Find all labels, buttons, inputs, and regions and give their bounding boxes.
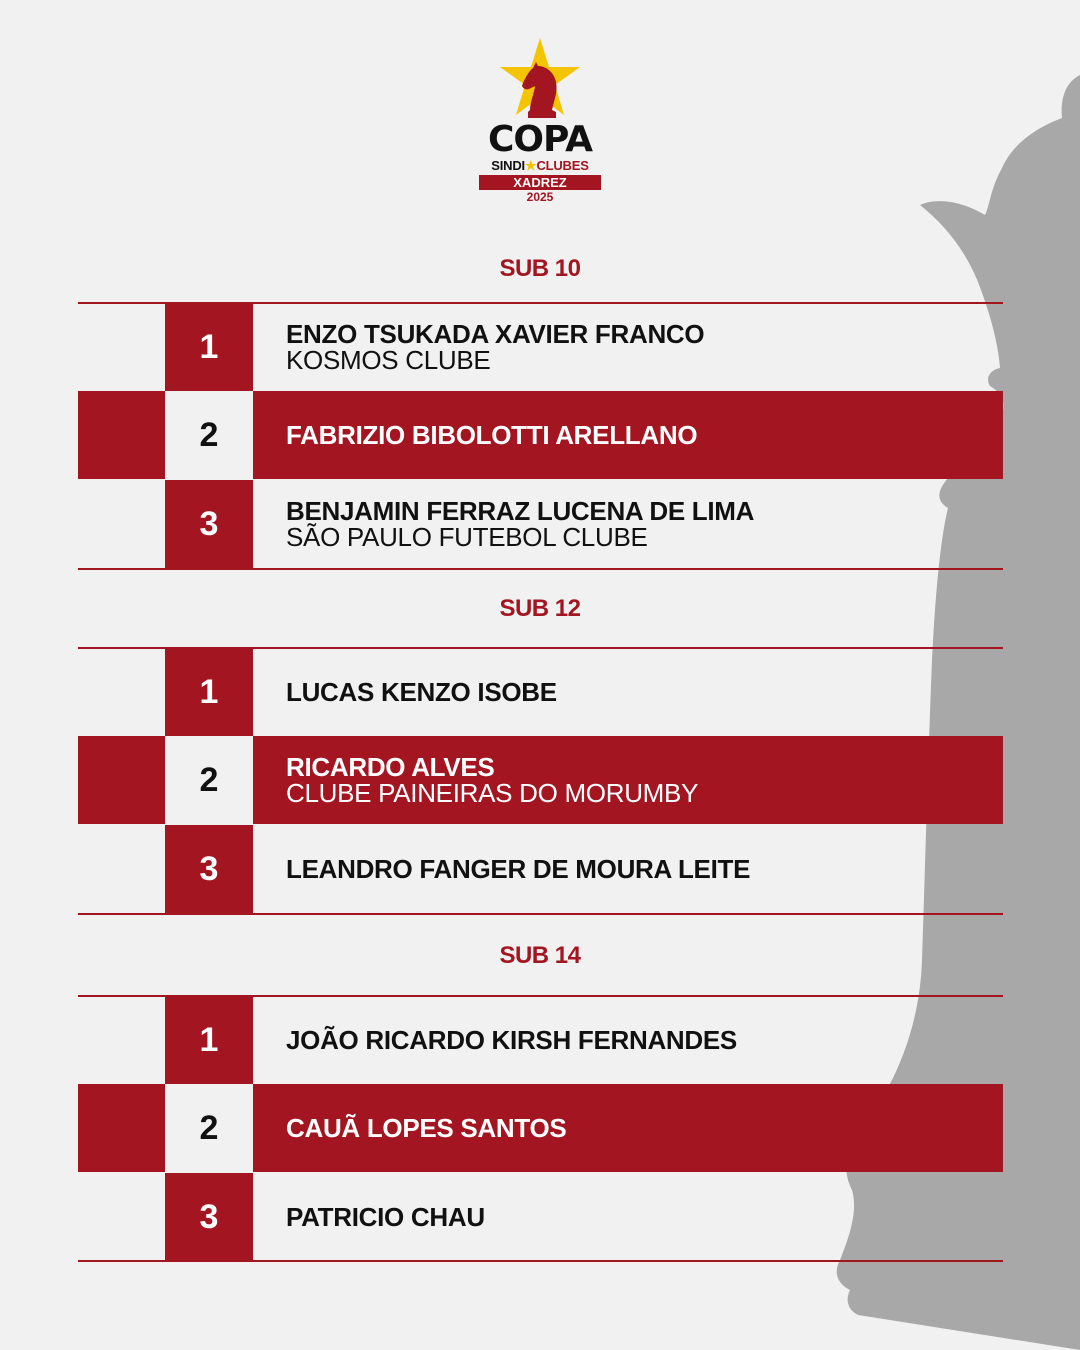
player-info — [286, 825, 750, 913]
position-badge: 2 — [165, 391, 253, 479]
player-info — [286, 391, 697, 479]
logo-sub-left: SINDI — [491, 158, 525, 173]
player-info — [286, 1084, 566, 1172]
position-badge: 1 — [165, 648, 253, 736]
divider — [78, 913, 1003, 915]
ranking-row — [78, 996, 1003, 1084]
position-badge: 3 — [165, 480, 253, 568]
ranking-row — [78, 648, 1003, 736]
position-badge: 1 — [165, 303, 253, 391]
player-name: PATRICIO CHAU — [286, 1202, 485, 1232]
category-title: SUB 14 — [499, 942, 581, 969]
player-name: CAUÃ LOPES SANTOS — [286, 1113, 567, 1143]
ranking-row — [78, 303, 1003, 391]
player-info — [286, 1173, 485, 1261]
player-club: SÃO PAULO FUTEBOL CLUBE — [286, 522, 648, 552]
player-name: LUCAS KENZO ISOBE — [286, 677, 557, 707]
player-name: FABRIZIO BIBOLOTTI ARELLANO — [286, 420, 698, 450]
player-club: KOSMOS CLUBE — [286, 345, 491, 375]
player-info — [286, 303, 704, 391]
logo-year: 2025 — [526, 190, 554, 204]
player-info — [286, 480, 754, 568]
player-name: JOÃO RICARDO KIRSH FERNANDES — [286, 1025, 737, 1055]
logo-title: COPA — [488, 119, 592, 160]
ranking-row — [78, 825, 1003, 913]
small-star-icon: ★ — [524, 158, 537, 173]
position-badge: 1 — [165, 996, 253, 1084]
category-title: SUB 10 — [499, 255, 581, 282]
player-info — [286, 996, 737, 1084]
ranking-row — [78, 1173, 1003, 1261]
ranking-row — [78, 391, 1003, 479]
ranking-row — [78, 736, 1003, 824]
player-name: ENZO TSUKADA XAVIER FRANCO — [286, 319, 705, 349]
player-name: BENJAMIN FERRAZ LUCENA DE LIMA — [286, 496, 755, 526]
logo-bar: XADREZ — [479, 175, 601, 190]
player-club: CLUBE PAINEIRAS DO MORUMBY — [286, 778, 699, 808]
star-knight-icon — [498, 36, 582, 122]
ranking-row — [78, 1084, 1003, 1172]
logo-sub-right: CLUBES — [536, 158, 589, 173]
position-badge: 2 — [165, 1084, 253, 1172]
category-title: SUB 12 — [499, 595, 581, 622]
player-info — [286, 736, 698, 824]
logo-subtitle — [470, 158, 610, 174]
copa-logo — [470, 36, 610, 205]
position-badge: 3 — [165, 825, 253, 913]
player-info — [286, 648, 557, 736]
player-name: RICARDO ALVES — [286, 752, 495, 782]
divider — [78, 1260, 1003, 1262]
ranking-row — [78, 480, 1003, 568]
position-badge: 2 — [165, 736, 253, 824]
position-badge: 3 — [165, 1173, 253, 1261]
divider — [78, 568, 1003, 570]
player-name: LEANDRO FANGER DE MOURA LEITE — [286, 854, 751, 884]
